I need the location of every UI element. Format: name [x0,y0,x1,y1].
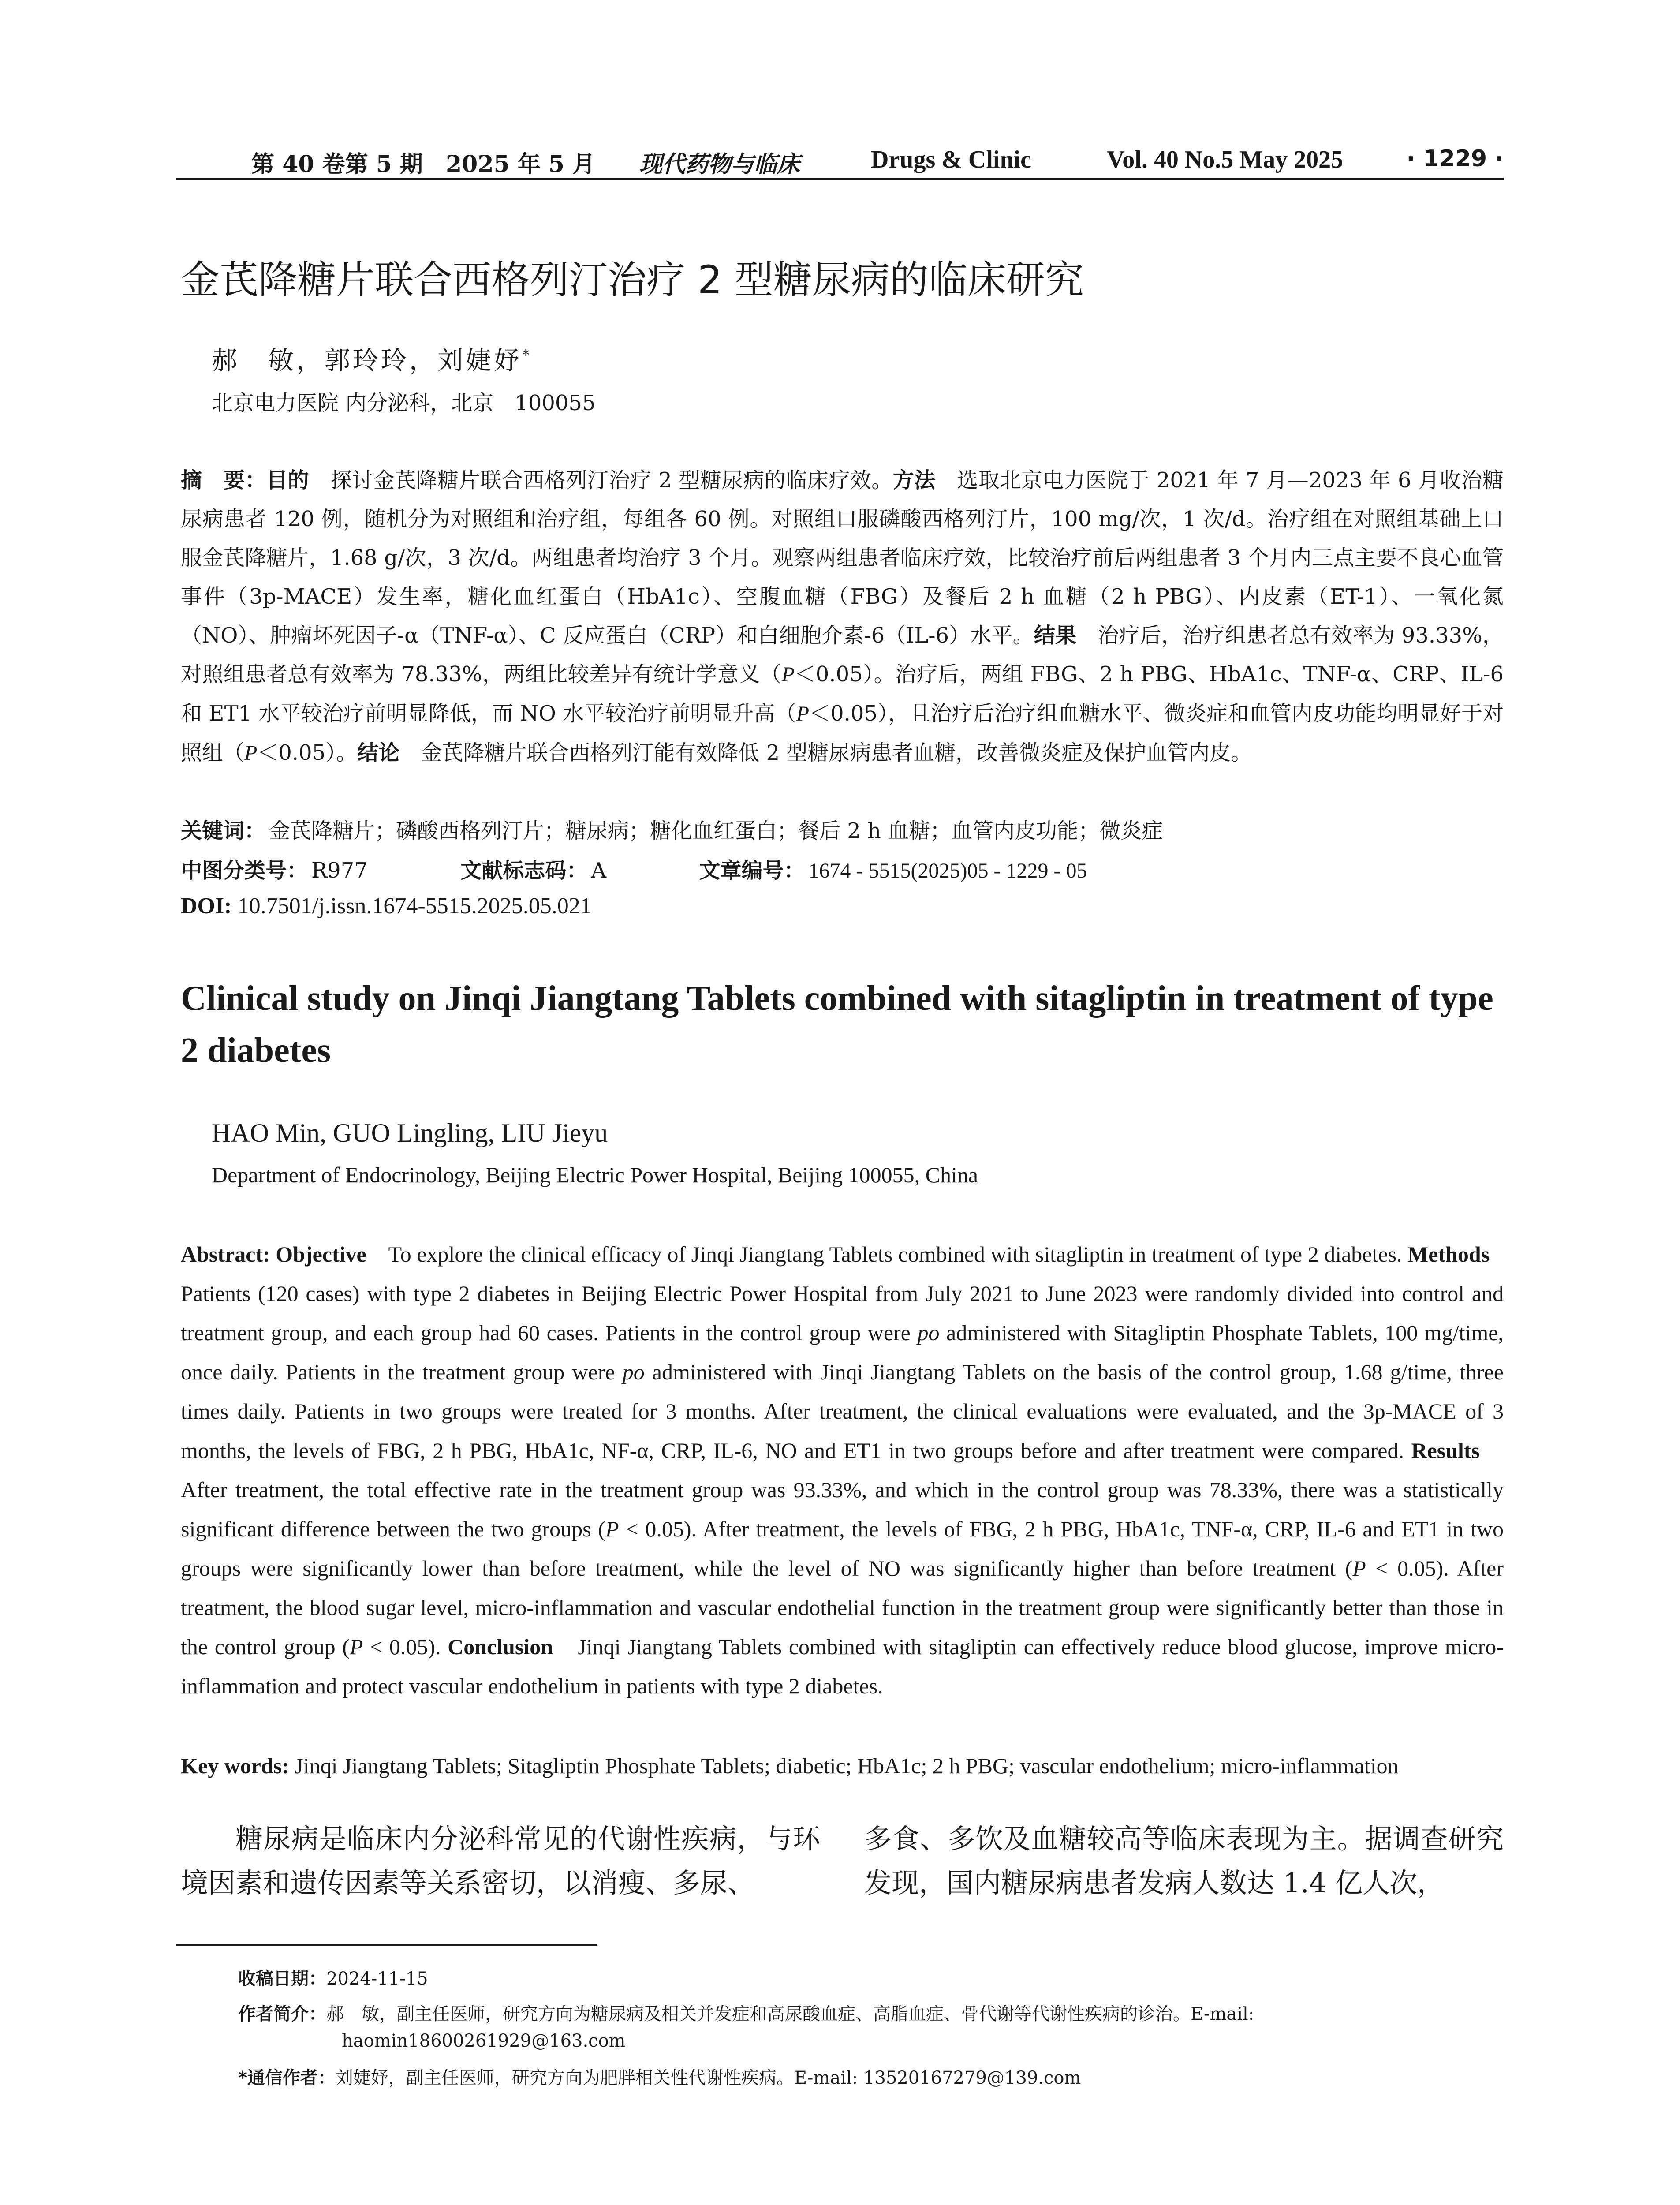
results-cn-text: ＜0.05），且治疗后治疗组血糖水平、微炎症和血管内皮功能均明显好于对照组（ [181,701,1504,765]
p-value-symbol: P [1352,1556,1366,1581]
p-value-symbol: P [244,741,258,765]
p-value-symbol: P [605,1517,619,1541]
body-column-left: 糖尿病是临床内分泌科常见的代谢性疾病，与环境因素和遗传因素等关系密切，以消瘦、多尿、 [181,1823,820,1899]
running-header [176,140,1504,180]
p-value-symbol: P [349,1634,363,1659]
results-cn-text: ＜0.05）。治疗后，两组 FBG、2 h PBG、HbA1c、TNF-α、CRP、IL-6 和 ET1 水平较治疗前明显降低，而 NO 水平较治疗前明显升高（ [181,662,1504,726]
footnote-corresponding [238,2064,1081,2089]
authors-cn [212,340,532,377]
doc-code-value: A [591,858,606,883]
doi-line [181,893,592,919]
header-volume-en: Vol. 40 No.5 May 2025 [1107,146,1344,173]
objective-cn-label: 目的 [266,468,310,493]
results-cn-text: ＜0.05）。 [257,740,358,765]
article-number-label: 文章编号： [699,858,805,883]
keywords-en-label: Key words: [181,1753,289,1778]
results-en-label: Results [1411,1438,1480,1463]
abstract-cn-label: 摘 要： [181,468,267,493]
keywords-en [181,1753,1504,1779]
author-email: haomin18600261929@163.com [342,2031,626,2051]
classification-line [181,853,1087,884]
objective-en-text: To explore the clinical efficacy of Jinqi Jiangtang Tablets combined with sitagliptin in treatment of type 2 diabetes. [366,1242,1408,1267]
objective-cn-text: 探讨金芪降糖片联合西格列汀治疗 2 型糖尿病的临床疗效。 [309,468,893,493]
methods-en-text: Patients (120 cases) with type 2 diabetes in Beijing Electric Power Hospital from July 2021 to June 2023 were randomly divided into control and treatment group, and each group had 60 cases. Patients in the control group were [181,1242,1512,1345]
header-page-number: · 1229 · [1406,146,1504,172]
title-en: Clinical study on Jinqi Jiangtang Tablets combined with sitagliptin in treatment of type 2 diabetes [181,979,1493,1070]
footnote-received [238,1965,428,1990]
corresponding-text: 刘婕妤，副主任医师，研究方向为肥胖相关性代谢性疾病。E-mail: 13520167279@139.com [335,2068,1081,2088]
footnote-rule [176,1944,597,1946]
corresponding-label: *通信作者： [238,2068,336,2088]
conclusion-cn-text: 金芪降糖片联合西格列汀能有效降低 2 型糖尿病患者血糖，改善微炎症及保护血管内皮。 [399,740,1252,765]
header-rule [176,178,1504,180]
author-bio-text: 郝 敏，副主任医师，研究方向为糖尿病及相关并发症和高尿酸血症、高脂血症、骨代谢等代谢性疾病的诊治。E-mail: [326,2004,1254,2024]
affiliation-cn: 北京电力医院 内分泌科，北京 100055 [212,391,596,415]
results-en-text: After treatment, the total effective rate in the treatment group was 93.33%, and which in the control group was 78.33%, there was a statistically significant difference between the two groups ( [181,1438,1504,1541]
p-value-symbol: P [796,702,810,725]
doi-value: 10.7501/j.issn.1674-5515.2025.05.021 [231,893,592,919]
received-label: 收稿日期： [238,1969,326,1989]
results-en-text: < 0.05). After treatment, the levels of FBG, 2 h PBG, HbA1c, TNF-α, CRP, IL-6 and ET1 in two groups were significantly lower than before treatment, while the level of NO was significantly higher than before treatment ( [181,1517,1504,1581]
conclusion-en-label: Conclusion [448,1634,553,1659]
keywords-cn-label: 关键词： [181,818,266,843]
clc-value: R977 [311,858,368,883]
authors-en: HAO Min, GUO Lingling, LIU Jieyu [212,1118,608,1147]
conclusion-cn-label: 结论 [357,740,400,765]
keywords-en-text: Jinqi Jiangtang Tablets; Sitagliptin Phosphate Tablets; diabetic; HbA1c; 2 h PBG; vascular endothelium; micro-inflammation [289,1753,1399,1778]
header-volume-cn: 第 40 卷第 5 期 2025 年 5 月 [251,151,596,178]
methods-cn-text: 选取北京电力医院于 2021 年 7 月—2023 年 6 月收治糖尿病患者 120 例，随机分为对照组和治疗组，每组各 60 例。对照组口服磷酸西格列汀片，100 mg/次，1 次/d。治疗组在对照组基础上口服金芪降糖片，1.68 g/次，3 次/d。两组患者均治疗 3 个月。观察两组患者临床疗效，比较治疗前后两组患者 3 个月内三点主要不良心血管事件（3p-MACE）发生率，糖化血红蛋白（HbA1c）、空腹血糖（FBG）及餐后 2 h 血糖（2 h PBG）、内皮素（ET-1）、一氧化氮（NO）、肿瘤坏死因子-α（TNF-α）、C 反应蛋白（CRP）和白细胞介素-6（IL-6）水平。 [181,468,1504,648]
abstract-cn [181,461,1504,773]
po-abbrev: po [622,1360,645,1384]
header-journal-cn: 现代药物与临床 [639,151,800,178]
methods-en-text: administered with Sitagliptin Phosphate Tablets, 100 mg/time, once daily. Patients in the treatment group were [181,1320,1504,1384]
keywords-cn-text: 金芪降糖片；磷酸西格列汀片；糖尿病；糖化血红蛋白；餐后 2 h 血糖；血管内皮功能；微炎症 [269,818,1163,843]
footnote-author [238,2000,1254,2025]
abstract-en [181,1235,1512,1706]
body-column-right: 多食、多饮及血糖较高等临床表现为主。据调查研究发现，国内糖尿病患者发病人数达 1.4 亿人次， [864,1823,1504,1899]
doc-code-label: 文献标志码： [460,858,588,883]
article-number-value: 1674 - 5515(2025)05 - 1229 - 05 [808,859,1087,882]
abstract-en-label: Abstract: [181,1242,270,1267]
keywords-cn [181,814,1163,844]
received-date: 2024-11-15 [326,1969,428,1989]
p-value-symbol: P [781,663,795,686]
methods-en-label: Methods [1407,1242,1490,1267]
objective-en-label: Objective [270,1242,366,1267]
methods-en-text: administered with Jinqi Jiangtang Tablets on the basis of the control group, 1.68 g/time, three times daily. Patients in two groups were treated for 3 months. After treatment, the clinical evaluations were evaluated, and the 3p-MACE of 3 months, the levels of FBG, 2 h PBG, HbA1c, NF-α, CRP, IL-6, NO and ET1 in two groups before and after treatment were compared. [181,1360,1504,1463]
author-bio-label: 作者简介： [238,2004,326,2024]
doi-label: DOI: [181,893,232,919]
authors-cn-names: 郝 敏，郭玲玲，刘婕妤 [212,345,523,375]
corresponding-mark: * [522,346,533,364]
clc-label: 中图分类号： [181,858,308,883]
methods-cn-label: 方法 [892,468,936,493]
results-cn-text: 治疗后，治疗组患者总有效率为 93.33%，对照组患者总有效率为 78.33%，两组比较差异有统计学意义（ [181,623,1504,687]
results-cn-label: 结果 [1034,623,1077,648]
po-abbrev: po [917,1320,940,1345]
conclusion-en-text: Jinqi Jiangtang Tablets combined with sitagliptin can effectively reduce blood glucose, improve micro-inflammation and protect vascular endothelium in patients with type 2 diabetes. [181,1634,1504,1698]
results-en-text: < 0.05). [363,1634,448,1659]
affiliation-en: Department of Endocrinology, Beijing Electric Power Hospital, Beijing 100055, China [212,1162,978,1187]
title-cn: 金芪降糖片联合西格列汀治疗 2 型糖尿病的临床研究 [181,257,1084,303]
header-journal-en: Drugs & Clinic [871,146,1031,173]
results-en-text: < 0.05). After treatment, the blood sugar level, micro-inflammation and vascular endothelial function in the treatment group were significantly better than those in the control group ( [181,1556,1504,1659]
